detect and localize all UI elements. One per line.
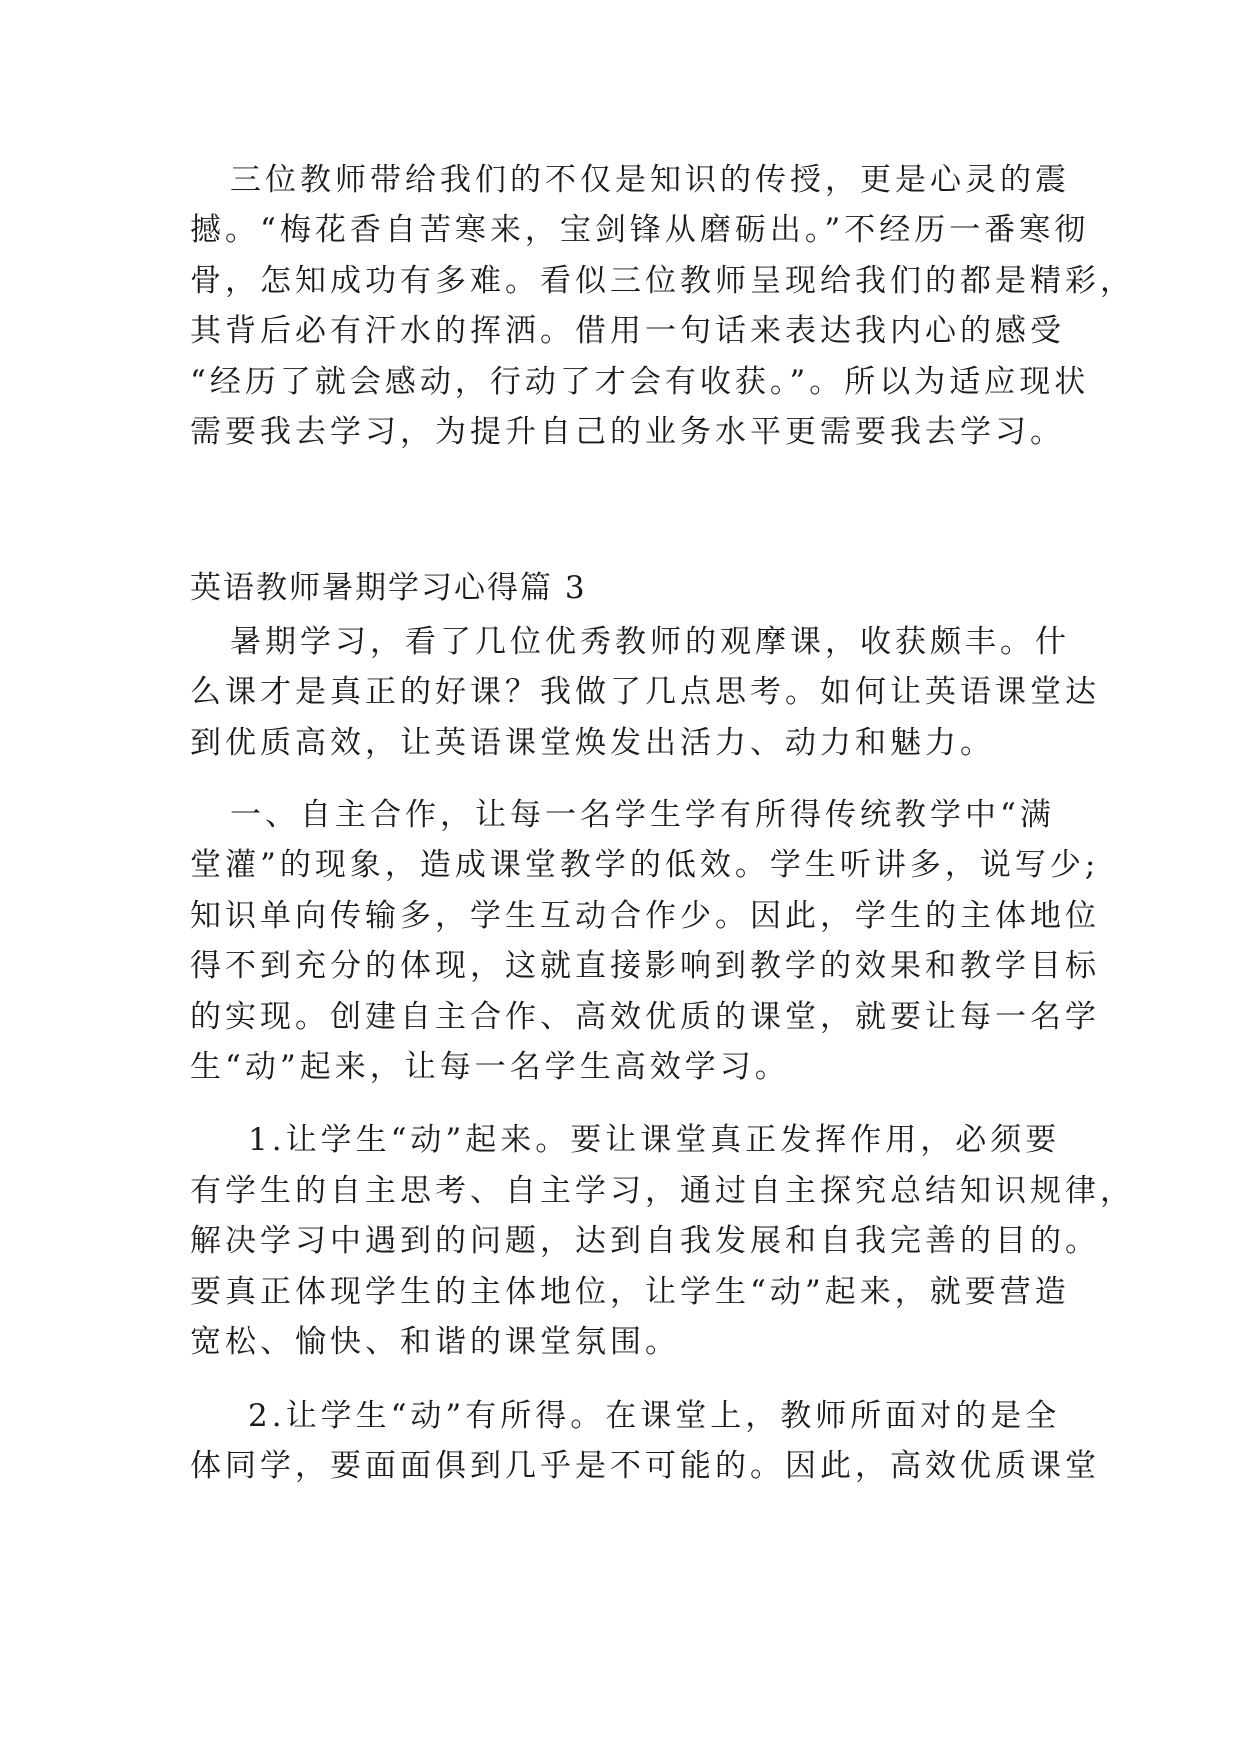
section-heading: 英语教师暑期学习心得篇 3 [190,570,587,606]
paragraph-line: 有学生的自主思考、自主学习，通过自主探究总结知识规律， [190,1173,1135,1209]
paragraph-line: 1.让学生“动”起来。要让课堂真正发挥作用，必须要 [248,1122,1061,1158]
paragraph-line: 三位教师带给我们的不仅是知识的传授，更是心灵的震 [230,162,1070,198]
paragraph-line: 堂灌”的现象，造成课堂教学的低效。学生听讲多，说写少; [190,847,1100,883]
paragraph-line: 的实现。创建自主合作、高效优质的课堂，就要让每一名学 [190,999,1100,1035]
paragraph-line: 生“动”起来，让每一名学生高效学习。 [190,1049,790,1085]
paragraph-line: 需要我去学习，为提升自己的业务水平更需要我去学习。 [190,414,1065,450]
paragraph-line: 宽松、愉快、和谐的课堂氛围。 [190,1324,680,1360]
paragraph-line: 暑期学习，看了几位优秀教师的观摩课，收获颇丰。什 [230,624,1070,660]
paragraph-line: 解决学习中遇到的问题，达到自我发展和自我完善的目的。 [190,1223,1100,1259]
paragraph-line: 一、自主合作，让每一名学生学有所得传统教学中“满 [230,797,1055,833]
paragraph-line: 撼。“梅花香自苦寒来，宝剑锋从磨砺出。”不经历一番寒彻 [190,212,1090,248]
paragraph-line: 其背后必有汗水的挥洒。借用一句话来表达我内心的感受 [190,313,1065,349]
paragraph-line: 么课才是真正的好课？我做了几点思考。如何让英语课堂达 [190,674,1100,710]
paragraph-line: 体同学，要面面俱到几乎是不可能的。因此，高效优质课堂 [190,1448,1100,1484]
paragraph-line: 得不到充分的体现，这就直接影响到教学的效果和教学目标 [190,948,1100,984]
paragraph-line: 2.让学生“动”有所得。在课堂上，教师所面对的是全 [248,1398,1061,1434]
paragraph-line: 要真正体现学生的主体地位，让学生“动”起来，就要营造 [190,1274,1070,1310]
paragraph-line: 骨，怎知成功有多难。看似三位教师呈现给我们的都是精彩， [190,263,1135,299]
paragraph-line: 到优质高效，让英语课堂焕发出活力、动力和魅力。 [190,725,995,761]
paragraph-line: 知识单向传输多，学生互动合作少。因此，学生的主体地位 [190,898,1100,934]
paragraph-line: “经历了就会感动，行动了才会有收获。”。所以为适应现状 [190,364,1090,400]
